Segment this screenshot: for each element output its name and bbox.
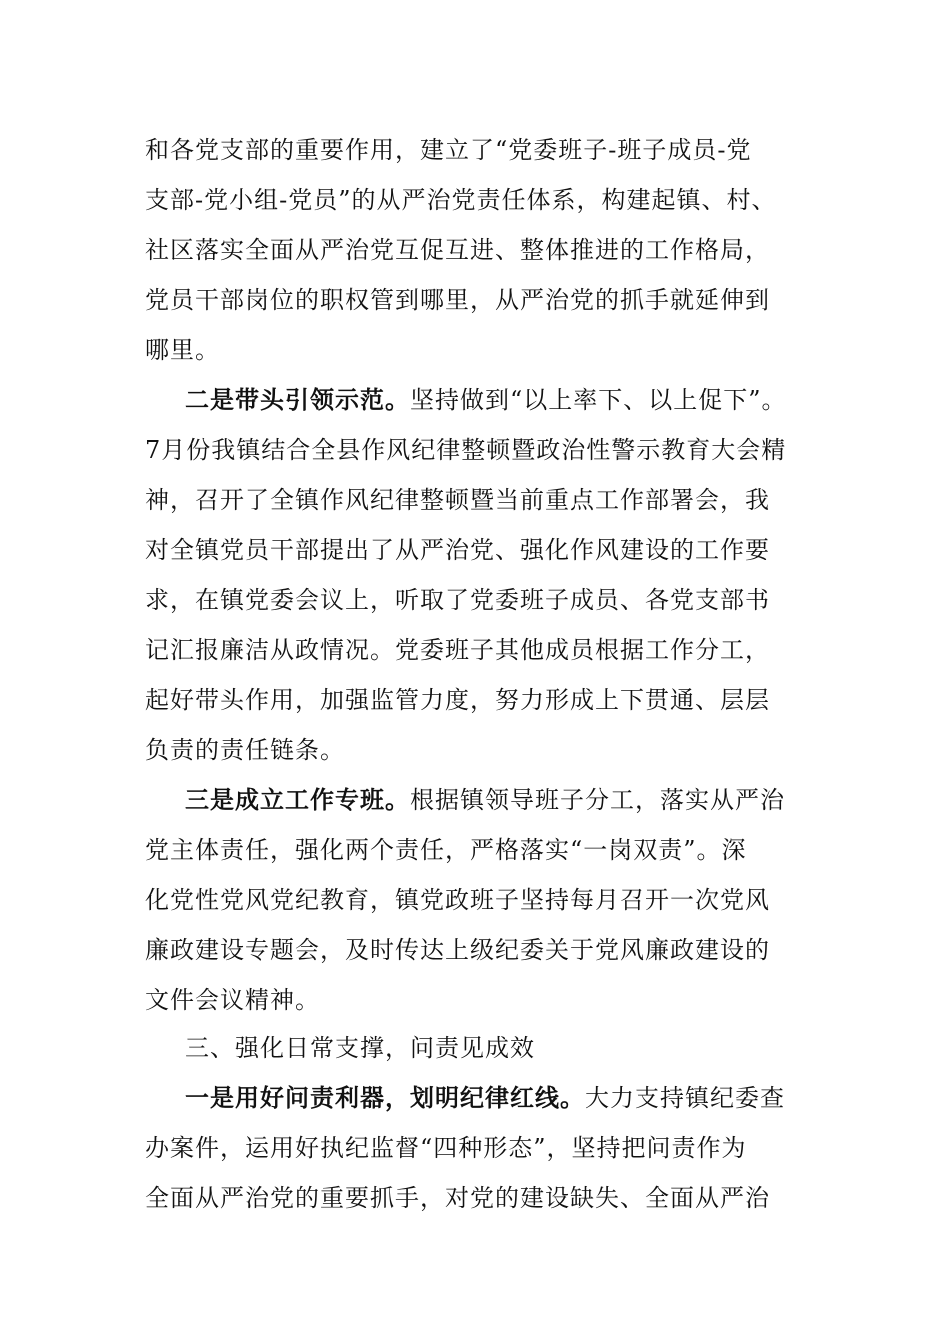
- text-line: [145, 730, 345, 770]
- line-text: 起好带头作用，加强监管力度，努力形成上下贯通、层层: [145, 686, 770, 714]
- text-line: [145, 680, 770, 720]
- line-text: 党员干部岗位的职权管到哪里，从严治党的抓手就延伸到: [145, 286, 770, 314]
- paragraph-start-line: [185, 1078, 785, 1118]
- line-text: 大力支持镇纪委查: [585, 1084, 785, 1112]
- line-text: 和各党支部的重要作用，建立了“党委班子-班子成员-党: [145, 136, 752, 164]
- text-line: [145, 230, 770, 270]
- line-text: 党主体责任，强化两个责任，严格落实“一岗双责”。深: [145, 836, 747, 864]
- text-line: [145, 1128, 747, 1168]
- line-text: 负责的责任链条。: [145, 736, 345, 764]
- section-heading: [185, 1028, 535, 1068]
- text-line: [145, 580, 770, 620]
- line-text: 神，召开了全镇作风纪律整顿暨当前重点工作部署会，我: [145, 486, 770, 514]
- line-text: 记汇报廉洁从政情况。党委班子其他成员根据工作分工，: [145, 636, 770, 664]
- text-line: [145, 930, 770, 970]
- text-line: [145, 980, 320, 1020]
- text-line: [145, 180, 777, 220]
- line-text: 求，在镇党委会议上，听取了党委班子成员、各党支部书: [145, 586, 770, 614]
- section-heading-text: 三、强化日常支撑，问责见成效: [185, 1034, 535, 1062]
- paragraph-heading: 三是成立工作专班。: [185, 785, 410, 814]
- paragraph-heading: 一是用好问责利器，划明纪律红线。: [185, 1083, 585, 1112]
- text-line: [145, 280, 770, 320]
- line-text: 坚持做到“以上率下、以上促下”。: [410, 386, 787, 414]
- text-line: [145, 1178, 770, 1218]
- line-text: 支部-党小组-党员”的从严治党责任体系，构建起镇、村、: [145, 186, 777, 214]
- line-text: 7月份我镇结合全县作风纪律整顿暨政治性警示教育大会精: [145, 436, 787, 464]
- text-line: [145, 530, 770, 570]
- text-line: [145, 480, 770, 520]
- text-line: [145, 880, 770, 920]
- line-text: 根据镇领导班子分工，落实从严治: [410, 786, 785, 814]
- paragraph-start-line: [185, 780, 785, 820]
- text-line: [145, 330, 220, 370]
- paragraph-heading: 二是带头引领示范。: [185, 385, 410, 414]
- line-text: 哪里。: [145, 336, 220, 364]
- line-text: 廉政建设专题会，及时传达上级纪委关于党风廉政建设的: [145, 936, 770, 964]
- text-line: [145, 130, 752, 170]
- text-line: [145, 430, 786, 470]
- text-line: [145, 830, 747, 870]
- line-text: 文件会议精神。: [145, 986, 320, 1014]
- line-text: 化党性党风党纪教育，镇党政班子坚持每月召开一次党风: [145, 886, 770, 914]
- paragraph-start-line: [185, 380, 787, 420]
- line-text: 办案件，运用好执纪监督“四种形态”，坚持把问责作为: [145, 1134, 747, 1162]
- text-line: [145, 630, 770, 670]
- line-text: 全面从严治党的重要抓手，对党的建设缺失、全面从严治: [145, 1184, 770, 1212]
- line-text: 对全镇党员干部提出了从严治党、强化作风建设的工作要: [145, 536, 770, 564]
- line-text: 社区落实全面从严治党互促互进、整体推进的工作格局，: [145, 236, 770, 264]
